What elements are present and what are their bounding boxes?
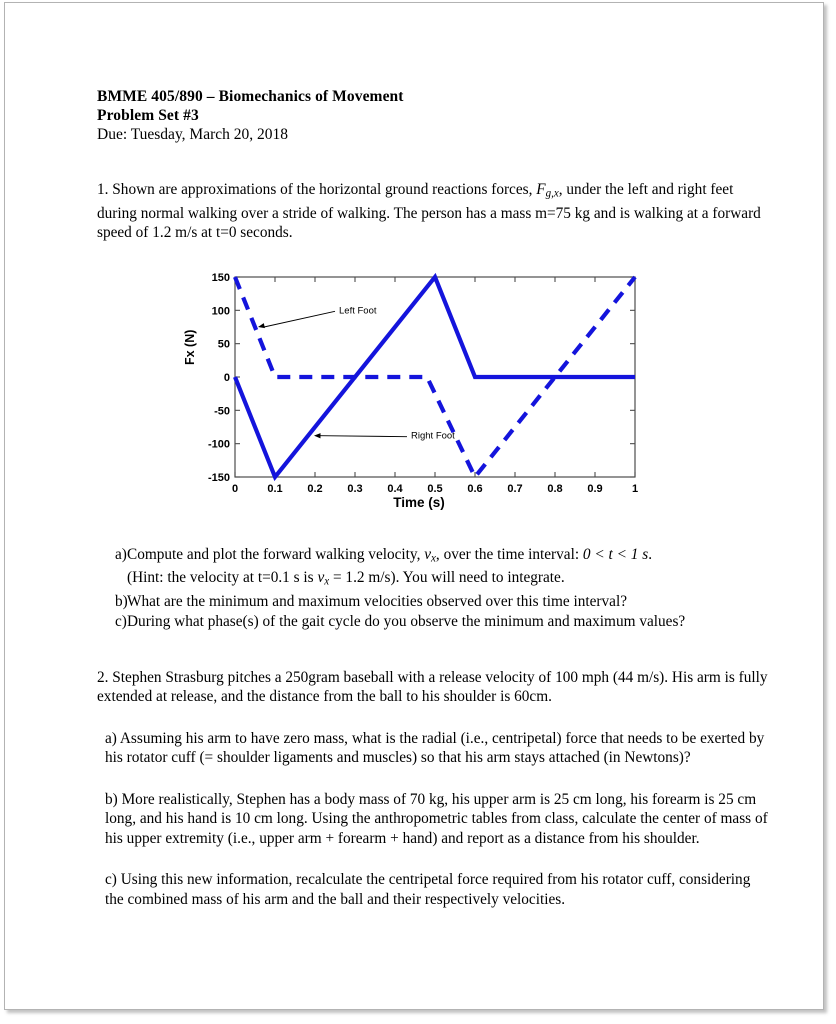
svg-text:0.7: 0.7	[507, 482, 523, 495]
svg-text:1: 1	[631, 482, 639, 495]
svg-text:0.5: 0.5	[427, 482, 443, 495]
part-b-marker: b)	[115, 592, 128, 610]
part-a-seg1: Compute and plot the forward walking velocity,	[127, 545, 425, 563]
problem-2-part-b: b) More realistically, Stephen has a body mass of 70 kg, his upper arm is 25 cm long, his forearm is 25 cm long, and his hand is 10 cm long. Using the anthropometric tables from class, calculate the center of mass of his upper extremity (i.e., upper arm + forearm + hand) and report as a distance from his shoulder.	[105, 790, 768, 847]
spacer-3	[97, 707, 769, 729]
part-a-marker: a)	[115, 545, 127, 563]
assignment-title: Problem Set #3	[97, 107, 199, 124]
part-a-text	[127, 545, 769, 592]
chart-annotation-label: Right Foot	[411, 430, 455, 442]
svg-text:-100: -100	[207, 438, 230, 451]
part-b-text: What are the minimum and maximum velocities observed over this time interval?	[127, 592, 627, 610]
svg-text:0.2: 0.2	[307, 482, 323, 495]
svg-text:0.3: 0.3	[347, 482, 363, 495]
course-title: BMME 405/890 – Biomechanics of Movement	[97, 88, 404, 105]
chart-y-axis-label: Fx (N)	[183, 329, 197, 365]
svg-text:0: 0	[231, 482, 239, 495]
figure-ground-reaction-forces	[97, 269, 769, 521]
part-a-hint1: (Hint: the velocity at t=0.1 s is	[127, 569, 318, 587]
part-a-hint2: = 1.2 m/s). You will need to integrate.	[329, 569, 565, 587]
part-a-interval: 0 < t < 1 s	[582, 545, 649, 563]
svg-text:0.9: 0.9	[587, 482, 603, 495]
chart-svg	[189, 269, 649, 521]
part-c-marker: c)	[115, 612, 127, 630]
part-a-seg2: , over the time interval:	[435, 545, 583, 563]
problem-1-part-a	[97, 545, 769, 592]
part-a-seg3: .	[648, 545, 653, 563]
problem-1-text-part2: , under the left and right feet during normal walking over a stride of walking. The person has a mass m=75 kg and is walking at a forward speed of 1.2 m/s at t=0 seconds.	[97, 181, 761, 242]
spacer	[97, 144, 769, 180]
svg-text:0.1: 0.1	[267, 482, 283, 495]
spacer-4	[97, 768, 769, 790]
problem-2-statement: 2. Stephen Strasburg pitches a 250gram baseball with a release velocity of 100 mph (44 m/s). His arm is fully extended at release, and the distance from the ball to his shoulder is 60cm.	[97, 668, 768, 706]
problem-2-part-a: a) Assuming his arm to have zero mass, what is the radial (i.e., centripetal) force that needs to be exerted by his rotator cuff (= shoulder ligaments and muscles) so that his arm stays attached (in Newtons)?	[105, 729, 765, 767]
document-page	[4, 2, 824, 1010]
svg-text:0.8: 0.8	[547, 482, 563, 495]
svg-text:0.4: 0.4	[387, 482, 403, 495]
due-date: Due: Tuesday, March 20, 2018	[97, 126, 289, 143]
document-content	[97, 87, 769, 909]
svg-text:150: 150	[211, 271, 230, 284]
spacer-5	[97, 848, 769, 870]
part-a-v-symbol: v	[424, 545, 432, 563]
problem-2-part-c: c) Using this new information, recalculate the centripetal force required from his rotator cuff, considering the combined mass of his arm and the ball and their respectively velocities.	[105, 871, 751, 908]
svg-text:-150: -150	[207, 471, 230, 484]
problem-1-statement	[97, 180, 769, 243]
svg-text:0: 0	[223, 371, 230, 384]
force-symbol: F	[536, 181, 546, 198]
part-a-hint-v-sub: x	[324, 575, 330, 588]
chart-x-axis-label: Time (s)	[393, 494, 445, 510]
chart-container	[183, 269, 649, 521]
part-c-text: During what phase(s) of the gait cycle do you observe the minimum and maximum values?	[127, 612, 686, 630]
svg-text:100: 100	[211, 305, 230, 318]
svg-text:0.6: 0.6	[467, 482, 483, 495]
problem-1-parts	[97, 545, 769, 632]
svg-text:50: 50	[217, 338, 230, 351]
part-a-v-subscript: x	[431, 552, 436, 565]
spacer-2	[97, 632, 769, 668]
problem-1-text-part1: 1. Shown are approximations of the horizontal ground reactions forces,	[97, 181, 537, 198]
force-symbol-subscript: g,x	[545, 187, 559, 200]
part-a-hint-v: v	[317, 569, 325, 587]
problem-1-part-c	[97, 612, 769, 632]
svg-text:-50: -50	[214, 405, 230, 418]
problem-1-part-b	[97, 592, 769, 612]
chart-annotation-label: Left Foot	[339, 305, 377, 317]
